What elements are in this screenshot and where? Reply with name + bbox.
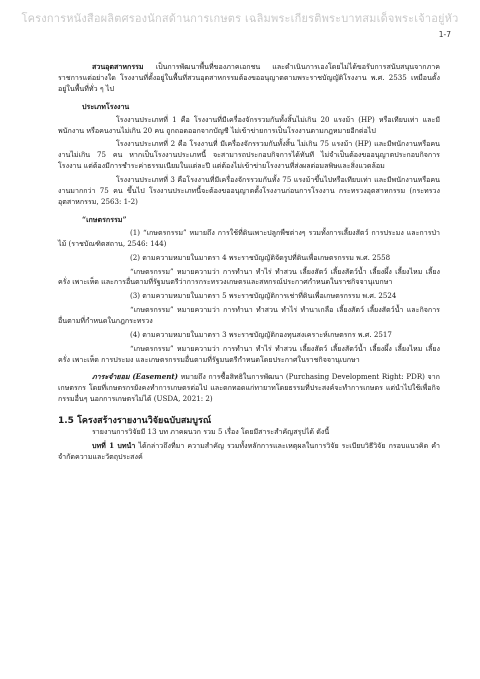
chapter1-text: ได้กล่าวถึงที่มา ความสำคัญ รวมทั้งหลักการและเหตุผลในการวิจัย ระเบียบวิธีวิจัย กรอบแนวคิด คำจำกัดความและวัตถุประสงค์ [58,441,440,462]
page-body [58,62,440,463]
agriculture-def3-body: “เกษตรกรรม” หมายความว่า การทำนา ทำสวน ทำไร่ ทำนาเกลือ เลี้ยงสัตว์ เลี้ยงสัตว์น้ำ และกิจการอื่นตามที่กำหนดในกฎกระทรวง [58,305,440,326]
industrial-estate-term: สวนอุตสาหกรรม [92,62,144,71]
section-intro: รายงานการวิจัยมี 13 บท ภาคผนวก รวม 5 เรื่อง โดยมีสาระสำคัญสรุปได้ ดังนี้ [92,427,330,437]
agriculture-def4: (4) ตามความหมายในมาตรา 3 พระราชบัญญัติกองทุนสงเคราะห์เกษตรกร พ.ศ. 2517 [130,330,392,340]
page-number: 1-7 [438,30,451,39]
factory-type3-paragraph: โรงงานประเภทที่ 3 คือโรงงานที่มีเครื่องจักรรวมกันทั้ง 75 แรงม้าขึ้นไปหรือเทียบเท่า และมีพนักงานหรือคนงานมากกว่า 75 คน ขึ้นไป โรงงานประเภทนี้จะต้องขออนุญาตตั้งโรงงานก่อนการโรงงาน กระทรวงอุตสาหกรรม (กระทรวงอุตสาหกรรม, 2563: 1-2) [58,175,440,206]
factory-types-heading: ประเภทโรงงาน [82,101,130,111]
industrial-estate-paragraph [58,62,440,95]
agriculture-def3: (3) ตามความหมายในมาตรา 5 พระราชบัญญัติการเช่าที่ดินเพื่อเกษตรกรรม พ.ศ. 2524 [130,291,397,301]
section-heading: 1.5 โครงสร้างรายงานวิจัยฉบับสมบูรณ์ [58,416,212,427]
agriculture-def4-body: “เกษตรกรรม” หมายความว่า การทำนา ทำไร่ ทำสวน เลี้ยงสัตว์ เลี้ยงสัตว์น้ำ เลี้ยงผึ้ง เลี้ยงไหม เลี้ยงครั่ง เพาะเห็ด การประมง และเกษตรกรรมอื่นตามที่รัฐมนตรีกำหนดโดยประกาศในราชกิจจานุเบกษา [58,343,440,364]
chapter1-label: บทที่ 1 บทนำ [92,441,136,451]
easement-text: หมายถึง การซื้อสิทธิในการพัฒนา (Purchasing Development Right: PDR) จากเกษตรกร โดยที่เกษตรกรยังคงทำการเกษตรต่อไป และตกทอดแก่ทายาทโดยธรรมที่ประสงค์จะทำการเกษตร แต่นำไปใช้เพื่อกิจกรรมอื่นๆ นอกการเกษตรไม่ได้ (USDA, 2021: 2) [58,371,440,403]
agriculture-def2: (2) ตามความหมายในมาตรา 4 พระราชบัญญัติจัดรูปที่ดินเพื่อเกษตรกรรม พ.ศ. 2558 [130,252,391,262]
easement-term: ภาระจำยอม (Easement) [92,371,178,381]
chapter1-paragraph [58,441,440,463]
running-header: โครงการหนังสือผลิตศรองนักสด้านการเกษตร เฉลิมพระเกียรติพระบาทสมเด็จพระเจ้าอยู่หัว [21,12,459,25]
industrial-estate-text: เป็นการพัฒนาพื้นที่ของภาคเอกชน และดำเนินการเองโดยไม่ได้ขอรับการสนับสนุนจากภาคราชการแต่อย่างใด โรงงานที่ตั้งอยู่ในพื้นที่สวนอุตสาหกรรมต้องขออนุญาตตามพระราชบัญญัติโรงงาน พ.ศ. 2535 เหมือนตั้งอยู่ในพื้นที่ทั่ว ๆ ไป [58,62,440,93]
agriculture-def2-body: “เกษตรกรรม” หมายความว่า การทำนา ทำไร่ ทำสวน เลี้ยงสัตว์ เลี้ยงสัตว์น้ำ เลี้ยงผึ้ง เลี้ยงไหม เลี้ยงครั่ง เพาะเห็ด และการอื่นตามที่รัฐมนตรีว่าการกระทรวงเกษตรและสหกรณ์ประกาศกำหนดในราชกิจจานุเบกษา [58,266,440,287]
factory-type1-paragraph: โรงงานประเภทที่ 1 คือ โรงงานที่มีเครื่องจักรรวมกันทั้งสิ้นไม่เกิน 20 แรงม้า (HP) หรือเทียบเท่า และมีพนักงาน หรือคนงานไม่เกิน 20 คน ถูกถอดออกจากบัญชี ไม่เข้าข่ายการเป็นโรงงานตามกฎหมายอีกต่อไป [58,114,440,135]
agriculture-heading: “เกษตรกรรม” [82,214,127,224]
easement-paragraph [58,372,440,405]
factory-type2-paragraph: โรงงานประเภทที่ 2 คือ โรงงานที่ มีเครื่องจักรรวมกันทั้งสิ้น ไม่เกิน 75 แรงม้า (HP) และมีพนักงานหรือคนงานไม่เกิน 75 คน หากเป็นโรงงานประเภทนี้ จะสามารถประกอบกิจการได้ทันที ไม่จำเป็นต้องขออนุญาตประกอบกิจการโรงงาน แต่ต้องมีการชำระค่าธรรมเนียมในแต่ละปี แต่ต้องไม่เข้าข่ายโรงงานที่ส่งผลต่อมลพิษและสิ่งแวดล้อม [58,139,440,171]
agriculture-def1: (1) “เกษตรกรรม” หมายถึง การใช้ที่ดินเพาะปลูกพืชต่างๆ รวมทั้งการเลี้ยงสัตว์ การประมง และการป่าไม้ (ราชบัณฑิตสถาน, 2546: 144) [58,227,440,248]
